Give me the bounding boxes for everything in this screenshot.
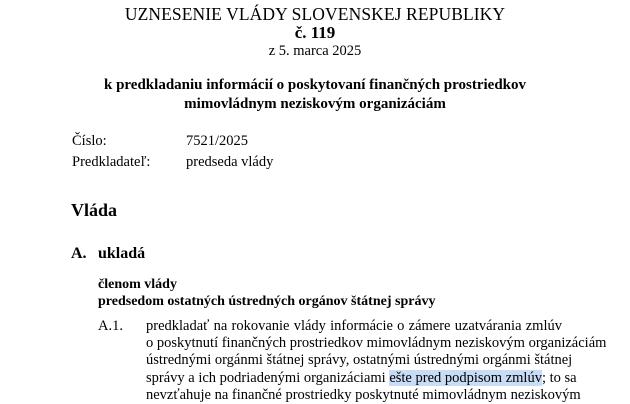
resolution-date: z 5. marca 2025 — [268, 43, 362, 59]
number-value: 7521/2025 — [186, 133, 249, 149]
section-verb: ukladá — [98, 245, 146, 262]
addressee-authority-heads: predsedom ostatných ústredných orgánov štátnej správy — [98, 294, 436, 309]
highlighted-selection[interactable]: ešte pred podpisom zmlúv — [389, 369, 542, 386]
section-letter: A. — [71, 245, 87, 262]
item-line-4-end: ; to sa — [541, 369, 577, 386]
item-line-4 — [146, 369, 577, 387]
item-text — [146, 318, 607, 404]
resolution-number: č. 119 — [294, 23, 336, 42]
item-line-5: nevzťahuje na finančné prostriedky poskytnuté mimovládnym neziskovým — [146, 386, 581, 403]
subject-line-2: mimovládnym neziskovým organizáciám — [184, 96, 446, 112]
number-label: Číslo: — [72, 133, 107, 149]
actor-heading: Vláda — [71, 200, 118, 220]
item-line-3: ústrednými orgánmi štátnej správy, ostatnými ústrednými orgánmi štátnej — [146, 352, 573, 369]
document-issuer: UZNESENIE VLÁDY SLOVENSKEJ REPUBLIKY — [124, 4, 506, 24]
addressee-ministers: členom vlády — [98, 277, 177, 292]
subject-line-1: k predkladaniu informácií o poskytovaní finančných prostriedkov — [103, 77, 527, 93]
item-line-1: predkladať na rokovanie vlády informácie o zámere uzatvárania zmlúv — [146, 318, 562, 334]
submitter-value: predseda vlády — [186, 154, 274, 170]
item-number: A.1. — [98, 318, 123, 334]
item-line-2: o poskytnutí finančných prostriedkov mimovládnym neziskovým organizáciám — [146, 335, 607, 352]
submitter-label: Predkladateľ: — [72, 154, 151, 170]
item-line-4-start: správy a ich podriadenými organizáciami — [146, 369, 390, 386]
